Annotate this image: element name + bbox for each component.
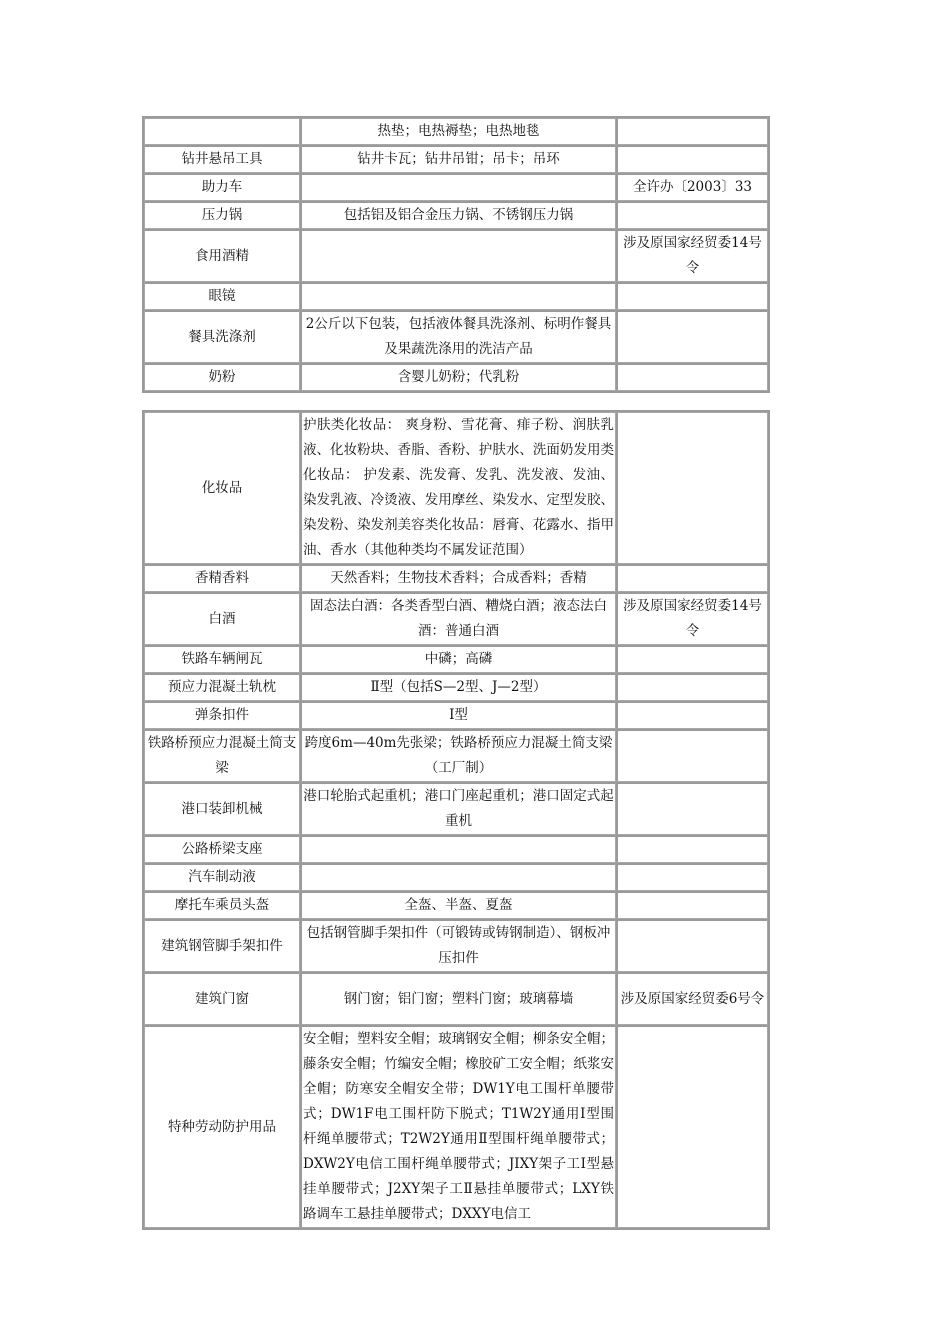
table-row (144, 118, 768, 145)
product-note (616, 782, 768, 835)
product-note (616, 282, 768, 310)
table-row (144, 891, 768, 919)
table-row (144, 782, 768, 835)
product-note (616, 919, 768, 972)
table-row (144, 201, 768, 229)
table-row (144, 729, 768, 782)
product-name: 化妆品 (144, 412, 300, 564)
table-row (144, 645, 768, 673)
table-row (144, 412, 768, 564)
product-note (616, 310, 768, 363)
product-scope: 安全帽；塑料安全帽；玻璃钢安全帽；柳条安全帽；藤条安全帽；竹编安全帽；橡胶矿工安全帽；纸浆安全帽；防寒安全帽安全带；DW1Y电工围杆单腰带式；DW1F电工围杆防下脱式；T1W2Y通用Ⅰ型围杆绳单腰带式；T2W2Y通用Ⅱ型围杆绳单腰带式；DXW2Y电信工围杆绳单腰带式；JIXY架子工Ⅰ型悬挂单腰带式；J2XY架子工Ⅱ悬挂单腰带式；LXY铁路调车工悬挂单腰带式；DXXY电信工 (300, 1025, 616, 1228)
product-note (616, 645, 768, 673)
product-name: 港口装卸机械 (144, 782, 300, 835)
product-note (616, 412, 768, 564)
table-row (144, 145, 768, 173)
product-scope (300, 173, 616, 201)
product-name: 眼镜 (144, 282, 300, 310)
product-scope (300, 835, 616, 863)
product-name: 铁路桥预应力混凝土简支梁 (144, 729, 300, 782)
product-scope: 全盔、半盔、夏盔 (300, 891, 616, 919)
product-scope (300, 863, 616, 891)
table-row (144, 972, 768, 1025)
product-name: 特种劳动防护用品 (144, 1025, 300, 1228)
table-row (144, 564, 768, 592)
product-scope: 固态法白酒：各类香型白酒、糟烧白酒；液态法白酒：普通白酒 (300, 592, 616, 645)
product-name: 钻井悬吊工具 (144, 145, 300, 173)
product-note (616, 145, 768, 173)
product-name: 摩托车乘员头盔 (144, 891, 300, 919)
product-note (616, 1025, 768, 1228)
product-name: 建筑钢管脚手架扣件 (144, 919, 300, 972)
product-name: 餐具洗涤剂 (144, 310, 300, 363)
product-note (616, 729, 768, 782)
product-table-1 (142, 116, 770, 393)
product-note (616, 673, 768, 701)
product-note: 涉及原国家经贸委14号令 (616, 229, 768, 282)
product-scope: 钢门窗；铝门窗；塑料门窗；玻璃幕墙 (300, 972, 616, 1025)
product-note (616, 863, 768, 891)
product-name: 白酒 (144, 592, 300, 645)
product-name: 助力车 (144, 173, 300, 201)
product-scope (300, 229, 616, 282)
product-scope: Ⅰ型 (300, 701, 616, 729)
product-name: 奶粉 (144, 363, 300, 391)
product-table-2 (142, 410, 770, 1230)
table-row (144, 592, 768, 645)
product-name: 香精香料 (144, 564, 300, 592)
product-name: 压力锅 (144, 201, 300, 229)
table-row (144, 835, 768, 863)
product-note (616, 835, 768, 863)
product-name: 预应力混凝土轨枕 (144, 673, 300, 701)
product-note (616, 363, 768, 391)
product-name: 建筑门窗 (144, 972, 300, 1025)
product-name: 食用酒精 (144, 229, 300, 282)
product-scope: 护肤类化妆品： 爽身粉、雪花膏、痱子粉、润肤乳液、化妆粉块、香脂、香粉、护肤水、洗面奶发用类化妆品： 护发素、洗发膏、发乳、洗发液、发油、染发乳液、冷烫液、发用摩丝、染发水、定型发胶、染发粉、染发剂美容类化妆品：唇膏、花露水、指甲油、香水（其他种类均不属发证范围） (300, 412, 616, 564)
table-row (144, 229, 768, 282)
table-row (144, 701, 768, 729)
product-scope: 包括铝及铝合金压力锅、不锈钢压力锅 (300, 201, 616, 229)
product-scope: 中磷；高磷 (300, 645, 616, 673)
product-note: 涉及原国家经贸委6号令 (616, 972, 768, 1025)
product-note (616, 201, 768, 229)
product-note (616, 564, 768, 592)
product-scope: 跨度6m—40m先张梁；铁路桥预应力混凝土简支梁（工厂制） (300, 729, 616, 782)
table-row (144, 363, 768, 391)
product-name (144, 118, 300, 145)
product-name: 铁路车辆闸瓦 (144, 645, 300, 673)
product-note: 涉及原国家经贸委14号令 (616, 592, 768, 645)
product-scope: 钻井卡瓦；钻井吊钳；吊卡；吊环 (300, 145, 616, 173)
table-row (144, 173, 768, 201)
product-scope: 港口轮胎式起重机；港口门座起重机；港口固定式起重机 (300, 782, 616, 835)
table-row (144, 282, 768, 310)
product-scope: 2公斤以下包装，包括液体餐具洗涤剂、标明作餐具及果蔬洗涤用的洗洁产品 (300, 310, 616, 363)
table-row (144, 1025, 768, 1228)
product-note (616, 891, 768, 919)
product-note (616, 118, 768, 145)
product-name: 汽车制动液 (144, 863, 300, 891)
product-scope: Ⅱ型（包括S—2型、J—2型） (300, 673, 616, 701)
product-note: 全许办〔2003〕33 (616, 173, 768, 201)
table-row (144, 863, 768, 891)
product-scope: 含婴儿奶粉；代乳粉 (300, 363, 616, 391)
product-note (616, 701, 768, 729)
product-scope: 包括钢管脚手架扣件（可锻铸或铸钢制造）、钢板冲压扣件 (300, 919, 616, 972)
table-row (144, 919, 768, 972)
product-name: 公路桥梁支座 (144, 835, 300, 863)
product-name: 弹条扣件 (144, 701, 300, 729)
table-row (144, 310, 768, 363)
table-row (144, 673, 768, 701)
product-scope: 热垫；电热褥垫；电热地毯 (300, 118, 616, 145)
product-scope: 天然香料；生物技术香料；合成香料；香精 (300, 564, 616, 592)
product-scope (300, 282, 616, 310)
